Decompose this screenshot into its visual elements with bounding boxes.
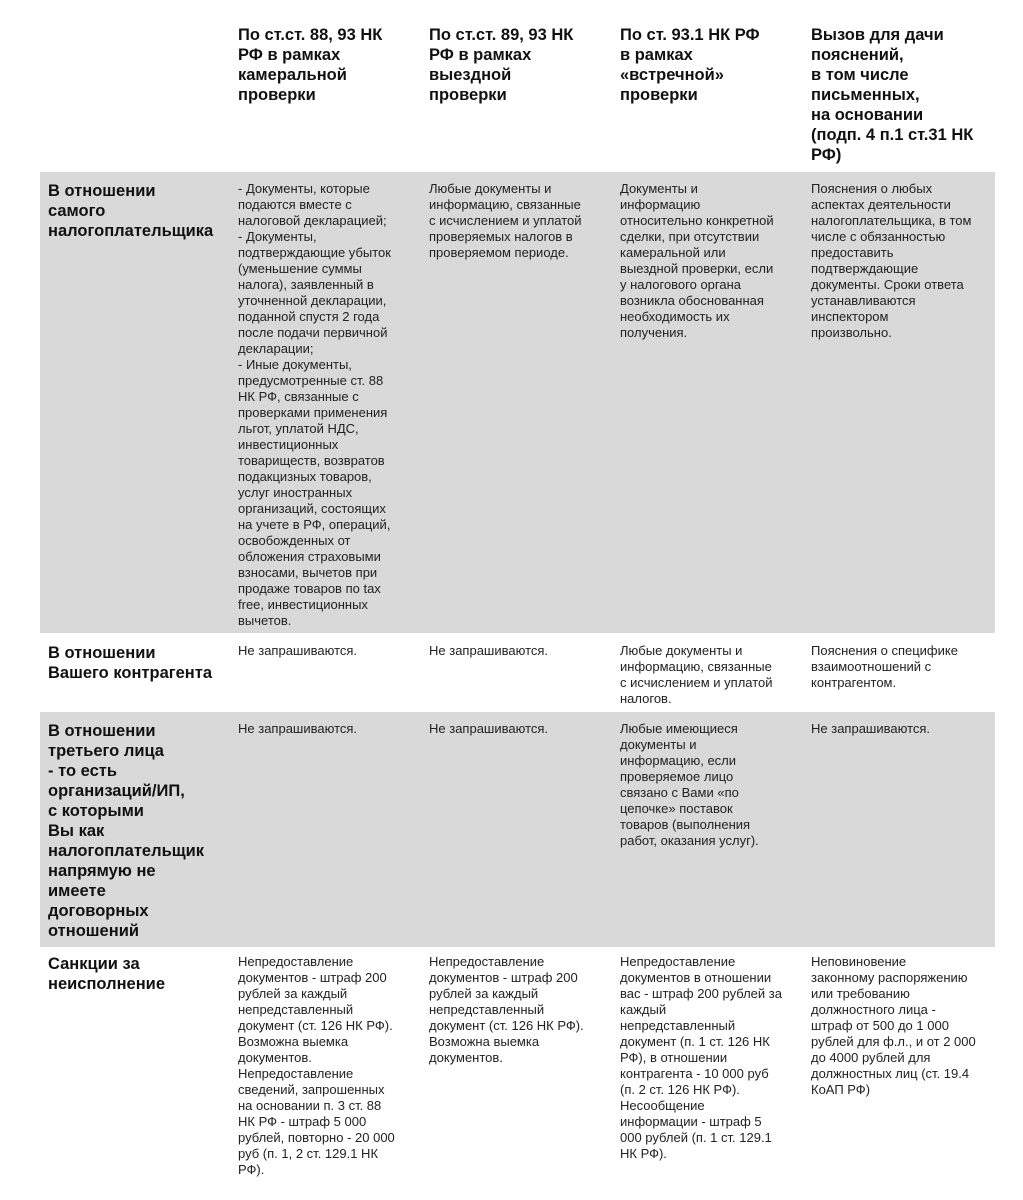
header-explanation-call: Вызов для дачи пояснений, в том числе письменных, на основании (подп. 4 п.1 ст.31 НК РФ) (811, 26, 974, 164)
header-counter-check: По ст. 93.1 НК РФ в рамках «встречной» проверки (620, 26, 760, 104)
table-cell: Любые имеющиеся документы и информацию, если проверяемое лицо связано с Вами «по цепочке» поставок товаров (выполнения работ, оказания услуг). (620, 721, 759, 848)
table-cell: Не запрашиваются. (811, 721, 931, 736)
table-cell: Пояснения о специфике взаимоотношений с контрагентом. (811, 643, 958, 690)
table-cell: Непредоставление документов - штраф 200 рублей за каждый непредставленный документ (ст. 126 НК РФ). Возможна выемка документов. Непредоставление сведений, запрошенных на основании п. 3 ст. 88 НК РФ - штраф 5 000 рублей, повторно - 20 000 руб (п. 1, 2 ст. 129.1 НК РФ). (238, 954, 395, 1177)
table-row-sanctions (40, 947, 995, 1200)
comparison-table (40, 0, 995, 1200)
table-row-taxpayer (40, 172, 995, 633)
table-cell: Любые документы и информацию, связанные с исчислением и уплатой проверяемых налогов в проверяемом периоде. (429, 181, 582, 260)
row-label: В отношении третьего лица - то есть организаций/ИП, с которыми Вы как налогоплательщик напрямую не имеете договорных отношений (48, 722, 205, 940)
header-cameral-check: По ст.ст. 88, 93 НК РФ в рамках камеральной проверки (238, 26, 383, 104)
table-cell: Не запрашиваются. (429, 643, 549, 658)
table-cell: Не запрашиваются. (238, 721, 358, 736)
table-cell: Любые документы и информацию, связанные с исчислением и уплатой налогов. (620, 643, 773, 706)
table-cell: Непредоставление документов - штраф 200 рублей за каждый непредставленный документ (ст. 126 НК РФ). Возможна выемка документов. (429, 954, 584, 1065)
row-label: В отношении Вашего контрагента (48, 644, 213, 682)
header-corner-cell (40, 0, 230, 172)
row-label: Санкции за неисполнение (48, 955, 166, 993)
table-cell: Неповиновение законному распоряжению или требованию должностного лица - штраф от 500 до 1 000 рублей для ф.л., и от 2 000 до 4000 рублей для должностных лиц (ст. 19.4 КоАП РФ) (811, 954, 976, 1097)
table-cell: - Документы, которые подаются вместе с налоговой декларацией; - Документы, подтверждающие убыток (уменьшение суммы налога), заявленный в уточненной декларации, поданной спустя 2 года после подачи первичной декларации; - Иные документы, предусмотренные ст. 88 НК РФ, связанные с проверками применения льгот, уплатой НДС, инвестиционных товариществ, возвратов подакцизных товаров, услуг иностранных организаций, состоящих на учете в РФ, операций, освобожденных от обложения страховыми взносами, вычетов при продаже товаров по tax free, инвестиционных вычетов. (238, 181, 391, 628)
table-cell: Не запрашиваются. (238, 643, 358, 658)
table-row-counterparty (40, 633, 995, 712)
table-cell: Не запрашиваются. (429, 721, 549, 736)
table-row-third-party (40, 712, 995, 947)
table-cell: Пояснения о любых аспектах деятельности налогоплательщика, в том числе с обязанностью предоставить подтверждающие документы. Сроки ответа устанавливаются инспектором произвольно. (811, 181, 972, 340)
table-cell: Непредоставление документов в отношении вас - штраф 200 рублей за каждый непредставленный документ (п. 1 ст. 126 НК РФ), в отношении контрагента - 10 000 руб (п. 2 ст. 126 НК РФ). Несообщение информации - штраф 5 000 рублей (п. 1 ст. 129.1 НК РФ). (620, 954, 782, 1161)
row-label: В отношении самого налогоплательщика (48, 182, 214, 240)
table-header-row (40, 0, 995, 172)
header-field-check: По ст.ст. 89, 93 НК РФ в рамках выездной проверки (429, 26, 574, 104)
table-cell: Документы и информацию относительно конкретной сделки, при отсутствии камеральной или выездной проверки, если у налогового органа возникла обоснованная необходимость их получения. (620, 181, 774, 340)
